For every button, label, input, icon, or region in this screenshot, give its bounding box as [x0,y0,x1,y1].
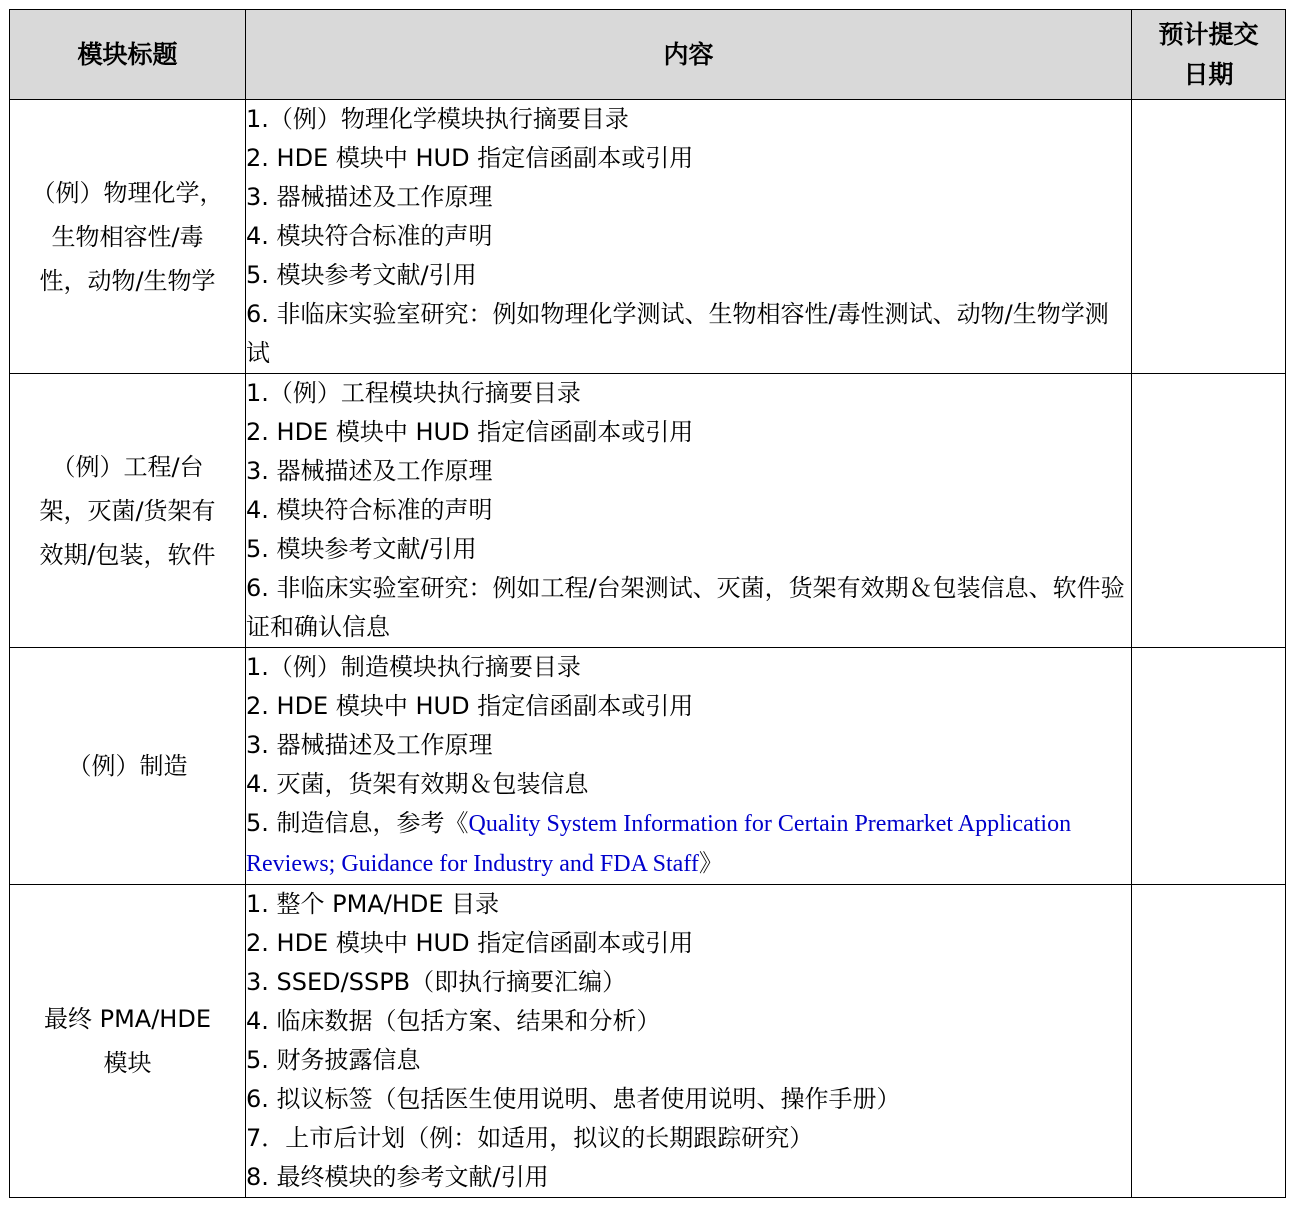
module-content-cell [246,648,1132,885]
content-item: 5. 财务披露信息 [246,1046,421,1074]
module-content-cell [246,885,1132,1198]
module-title-line: 效期/包装，软件 [39,540,216,569]
content-item: 5. 模块参考文献/引用 [246,535,477,563]
module-title-cell [10,885,246,1198]
content-item: 6. 非临床实验室研究：例如物理化学测试、生物相容性/毒性测试、动物/生物学测试 [246,300,1109,367]
content-item: 7．上市后计划（例：如适用，拟议的长期跟踪研究） [246,1124,814,1152]
content-item: 1.（例）制造模块执行摘要目录 [246,653,581,681]
content-item: 6. 非临床实验室研究：例如工程/台架测试、灭菌，货架有效期＆包装信息、软件验证和确认信息 [246,574,1125,641]
content-item [246,804,1131,884]
content-item: 3. SSED/SSPB（即执行摘要汇编） [246,968,627,996]
content-item: 4. 模块符合标准的声明 [246,496,493,524]
header-submit-date [1132,10,1286,100]
submit-date-cell [1132,374,1286,648]
content-item: 8. 最终模块的参考文献/引用 [246,1163,549,1191]
table-row [10,100,1286,374]
content-item: 4. 临床数据（包括方案、结果和分析） [246,1007,661,1035]
content-item-suffix: 》 [698,849,723,877]
guidance-link[interactable]: Quality System Information for Certain Premarket Application Reviews; Guidance for Industry and FDA Staff [246,811,1072,877]
content-item: 1.（例）工程模块执行摘要目录 [246,379,581,407]
module-title-line: 生物相容性/毒 [51,222,204,251]
module-title-line: 最终 PMA/HDE [43,1005,211,1033]
content-item: 3. 器械描述及工作原理 [246,731,493,759]
module-title-line: 模块 [103,1049,152,1077]
table-row [10,648,1286,885]
content-item: 3. 器械描述及工作原理 [246,457,493,485]
content-item: 4. 灭菌，货架有效期＆包装信息 [246,770,589,798]
module-title-cell [10,374,246,648]
header-content: 内容 [246,10,1132,100]
content-item: 2. HDE 模块中 HUD 指定信函副本或引用 [246,144,694,172]
content-item: 5. 模块参考文献/引用 [246,261,477,289]
header-submit-date-line2: 日期 [1183,59,1234,89]
content-item: 2. HDE 模块中 HUD 指定信函副本或引用 [246,418,694,446]
module-title-line: （例）物理化学， [31,178,224,207]
module-title-line: （例）工程/台 [51,452,204,481]
module-title-cell [10,648,246,885]
module-title-cell [10,100,246,374]
content-item: 3. 器械描述及工作原理 [246,183,493,211]
submit-date-cell [1132,885,1286,1198]
module-title-line: 架，灭菌/货架有 [39,496,216,525]
table-row [10,885,1286,1198]
content-item: 1.（例）物理化学模块执行摘要目录 [246,105,629,133]
table-header-row [10,10,1286,100]
table-row [10,374,1286,648]
content-item: 4. 模块符合标准的声明 [246,222,493,250]
module-content-cell [246,100,1132,374]
header-module-title: 模块标题 [10,10,246,100]
submit-date-cell [1132,100,1286,374]
content-item: 2. HDE 模块中 HUD 指定信函副本或引用 [246,929,694,957]
content-item: 1. 整个 PMA/HDE 目录 [246,890,500,918]
content-item-prefix: 5. 制造信息，参考《 [246,809,469,837]
module-title-line: （例）制造 [67,752,188,780]
module-title-line: 性，动物/生物学 [39,266,216,295]
content-item: 6. 拟议标签（包括医生使用说明、患者使用说明、操作手册） [246,1085,901,1113]
header-submit-date-line1: 预计提交 [1158,19,1259,49]
module-content-cell [246,374,1132,648]
content-item: 2. HDE 模块中 HUD 指定信函副本或引用 [246,692,694,720]
submit-date-cell [1132,648,1286,885]
module-table [9,9,1286,1198]
